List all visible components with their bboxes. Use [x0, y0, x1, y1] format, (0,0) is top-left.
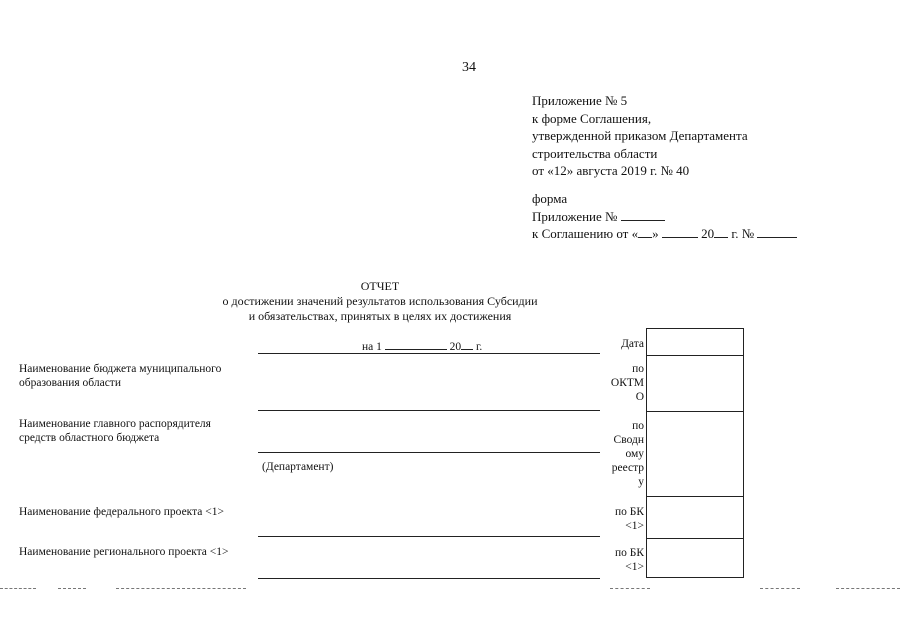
- appendix-line: строительства области: [532, 145, 658, 161]
- code-oktmo-label: по ОКТМ О: [610, 363, 644, 403]
- form-appendix-number: Приложение №: [532, 208, 797, 226]
- row-manager-label: Наименование главного распорядителя средств областного бюджета: [19, 418, 211, 444]
- report-date-underline: [258, 353, 600, 354]
- scan-artifact-line: [0, 588, 36, 589]
- report-title: [190, 279, 570, 324]
- agreement-day-blank[interactable]: [638, 225, 652, 238]
- form-label: форма: [532, 191, 568, 206]
- code-date-label: Дата: [621, 338, 644, 350]
- agreement-year-blank[interactable]: [714, 225, 728, 238]
- scan-artifact-line: [760, 588, 800, 589]
- code-registry-label: по Сводн ому реестр у: [611, 420, 644, 488]
- codes-box: [646, 328, 744, 578]
- code-cell-separator: [647, 355, 743, 356]
- appendix-number-blank[interactable]: [621, 208, 665, 221]
- row-federal-project-field[interactable]: [258, 536, 600, 537]
- row-regional-project-label: Наименование регионального проекта <1>: [19, 546, 229, 558]
- agreement-month-blank[interactable]: [662, 225, 698, 238]
- page-number: 34: [462, 60, 476, 75]
- form-agreement-line: к Соглашению от « » 20 г. №: [532, 225, 797, 243]
- row-budget-label: Наименование бюджета муниципального образования области: [19, 363, 222, 389]
- report-heading: ОТЧЕТ: [360, 279, 400, 293]
- appendix-line: Приложение № 5: [532, 93, 628, 108]
- code-bk-regional-label: по БК <1>: [614, 547, 644, 573]
- row-manager-sublabel: (Департамент): [262, 461, 334, 473]
- scan-artifact-line: [58, 588, 86, 589]
- appendix-line: от «12» августа 2019 г. № 40: [532, 163, 690, 178]
- row-budget-field[interactable]: [258, 410, 600, 411]
- appendix-header: [532, 92, 748, 180]
- agreement-number-blank[interactable]: [757, 225, 797, 238]
- report-date-month-blank[interactable]: [385, 337, 447, 350]
- scan-artifact-line: [836, 588, 900, 589]
- report-date: на 1 20 г.: [362, 337, 482, 353]
- row-federal-project-label: Наименование федерального проекта <1>: [19, 506, 224, 518]
- form-block: [532, 190, 797, 243]
- row-regional-project-field[interactable]: [258, 578, 600, 579]
- code-cell-separator: [647, 411, 743, 412]
- code-bk-federal-label: по БК <1>: [614, 506, 644, 532]
- code-cell-separator: [647, 538, 743, 539]
- report-date-year-blank[interactable]: [461, 337, 473, 350]
- report-title-line: и обязательствах, принятых в целях их достижения: [248, 309, 512, 323]
- report-title-line: о достижении значений результатов использования Субсидии: [222, 294, 538, 308]
- scan-artifact-line: [116, 588, 246, 589]
- row-manager-field[interactable]: [258, 452, 600, 453]
- code-cell-separator: [647, 496, 743, 497]
- appendix-line: к форме Соглашения,: [532, 110, 652, 126]
- scan-artifact-line: [610, 588, 650, 589]
- appendix-line: утвержденной приказом Департамента: [532, 128, 748, 143]
